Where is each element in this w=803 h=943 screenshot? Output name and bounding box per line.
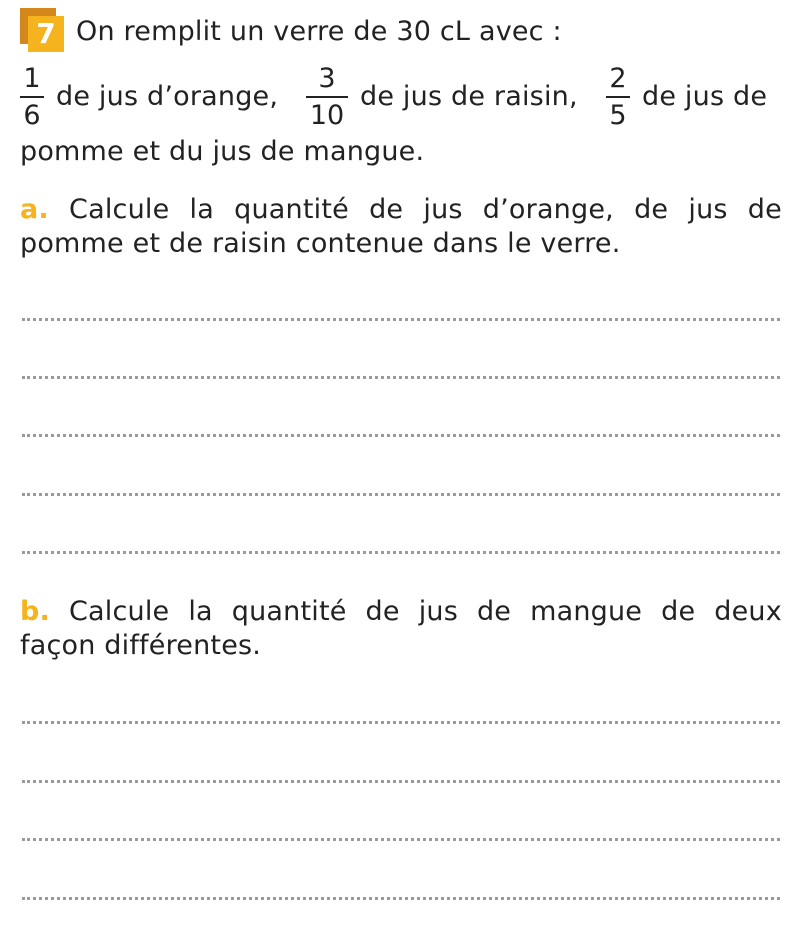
- fraction-numerator: 1: [23, 63, 41, 94]
- question-a-line-2: pomme et de raisin contenue dans le verre.: [20, 228, 621, 259]
- question-word: deux: [714, 596, 782, 627]
- question-word: de: [476, 596, 512, 627]
- question-word: d’orange,: [482, 194, 614, 225]
- question-word: Calcule: [69, 194, 170, 225]
- question-b-line-1: [20, 596, 782, 627]
- fraction-denominator: 10: [309, 100, 345, 131]
- answer-line-a-1[interactable]: [22, 318, 780, 321]
- answer-line-a-4[interactable]: [22, 493, 780, 496]
- question-word: Calcule: [68, 596, 170, 627]
- intro-line-3: pomme et du jus de mangue.: [20, 136, 425, 167]
- question-word: la: [189, 194, 214, 225]
- question-word: de: [369, 194, 404, 225]
- question-b-label: b.: [20, 596, 50, 627]
- question-a-line-1: [20, 194, 782, 225]
- fraction-numerator: 3: [318, 63, 336, 94]
- fraction-numerator: 2: [609, 63, 627, 94]
- fraction-bar: [306, 96, 348, 98]
- answer-line-b-3[interactable]: [22, 838, 780, 841]
- exercise-number-badge: [20, 8, 64, 52]
- exercise-number: 7: [28, 16, 64, 52]
- question-word: de: [661, 596, 696, 627]
- intro-line-1: On remplit un verre de 30 cL avec :: [76, 16, 562, 47]
- question-a-label: a.: [20, 194, 49, 225]
- answer-line-b-2[interactable]: [22, 780, 780, 783]
- question-b-line-2: façon différentes.: [20, 630, 262, 661]
- answer-line-a-2[interactable]: [22, 376, 780, 379]
- answer-line-b-4[interactable]: [22, 897, 780, 900]
- intro-line-2: [20, 62, 780, 136]
- question-word: quantité: [234, 194, 349, 225]
- fraction-bar: [20, 96, 44, 98]
- intro-fragment-pomme: de jus de: [642, 81, 768, 112]
- fraction-denominator: 6: [23, 100, 41, 131]
- question-word: la: [188, 596, 213, 627]
- question-word: jus: [688, 194, 728, 225]
- question-word: quantité: [231, 596, 347, 627]
- fraction-denominator: 5: [609, 100, 627, 131]
- intro-fragment-raisin: de jus de raisin,: [360, 81, 578, 112]
- intro-fragment-orange: de jus d’orange,: [56, 81, 279, 112]
- question-word: de: [634, 194, 669, 225]
- question-word: jus: [423, 194, 463, 225]
- fraction-bar: [606, 96, 630, 98]
- question-word: de: [365, 596, 400, 627]
- fraction-raisin: [306, 62, 348, 132]
- fraction-orange: [20, 62, 44, 132]
- question-word: de: [747, 194, 782, 225]
- question-word: jus: [418, 596, 458, 627]
- question-word: mangue: [530, 596, 643, 627]
- answer-line-b-1[interactable]: [22, 721, 780, 724]
- answer-line-a-5[interactable]: [22, 551, 780, 554]
- answer-line-a-3[interactable]: [22, 434, 780, 437]
- fraction-pomme: [606, 62, 630, 132]
